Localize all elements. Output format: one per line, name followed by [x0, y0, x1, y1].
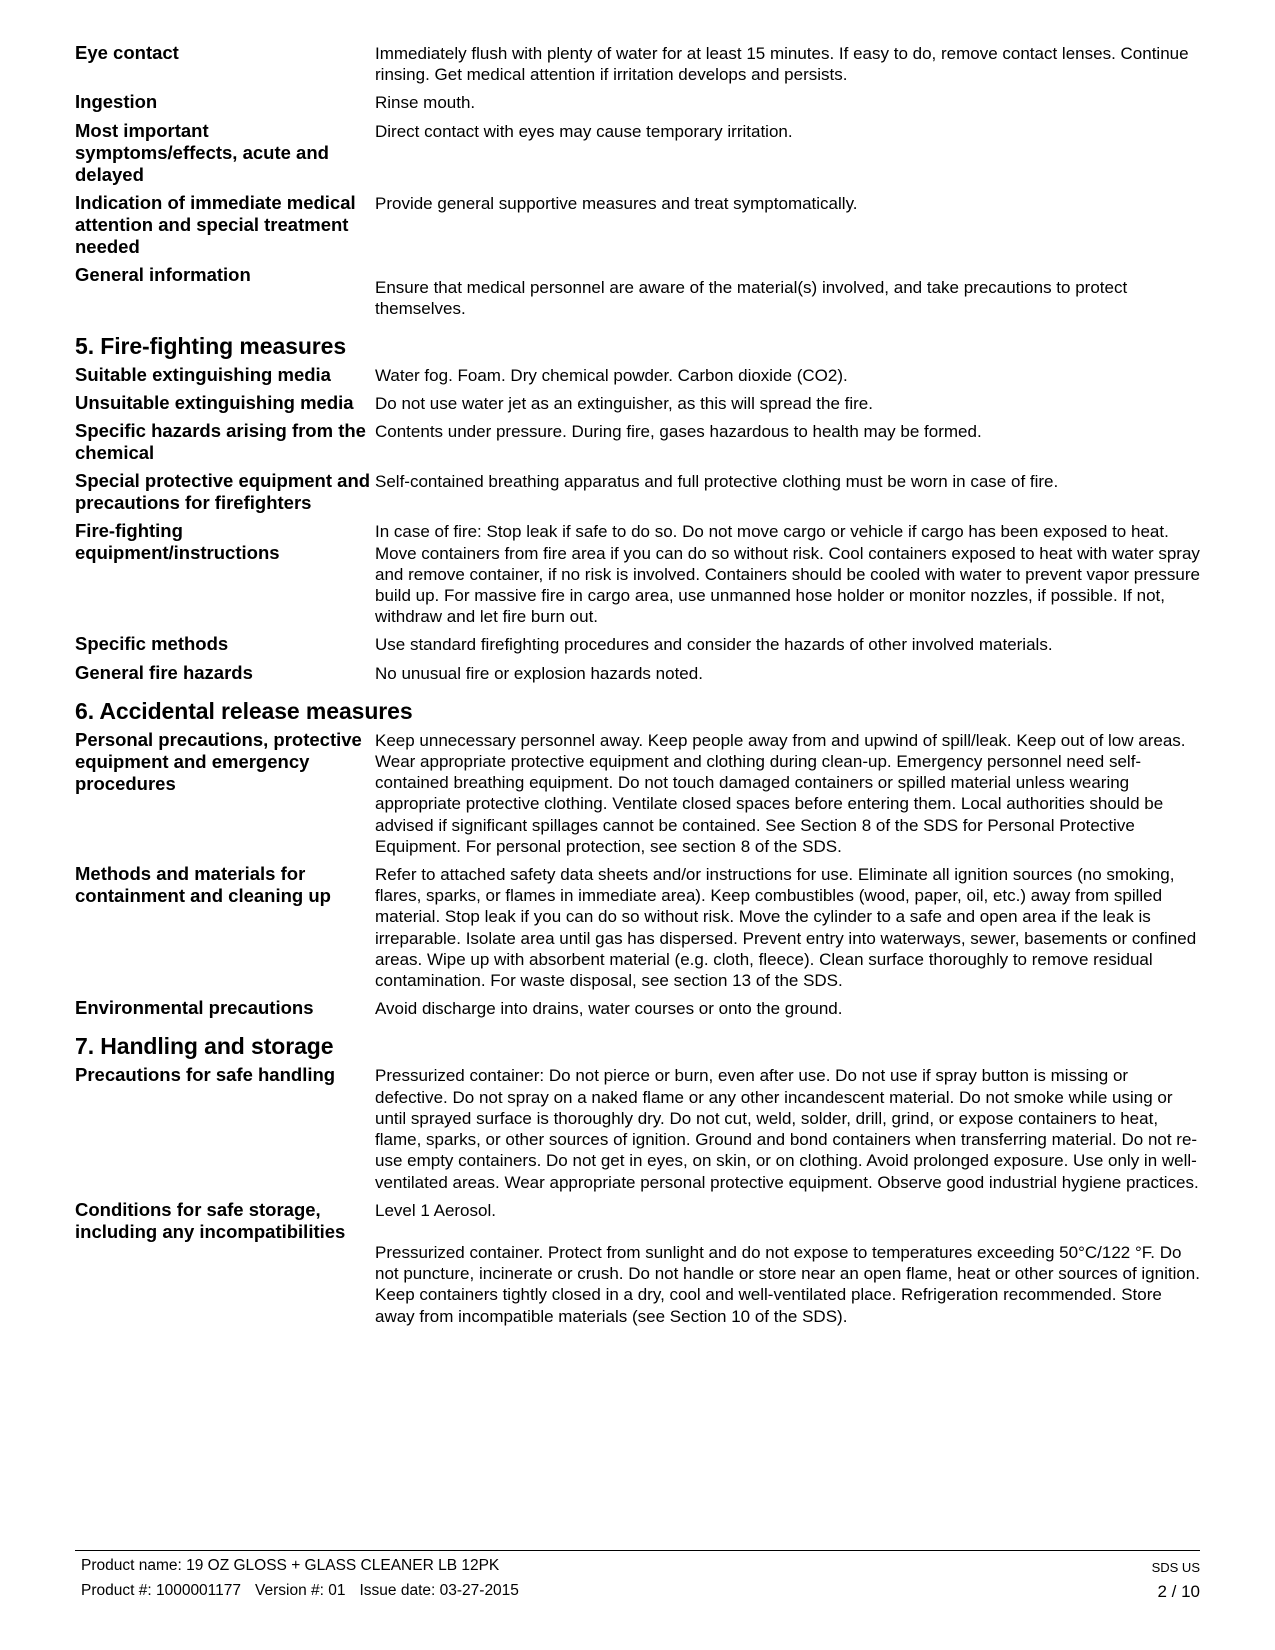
footer-line-1 — [75, 1557, 1200, 1577]
section-fire-fighting — [75, 332, 1200, 684]
row-value: Self-contained breathing apparatus and full protective clothing must be worn in case of fire. — [375, 472, 1059, 492]
fire-row-suitable-media — [75, 364, 1200, 386]
footer-line-2 — [75, 1582, 1200, 1602]
row-label: General information — [75, 263, 251, 285]
first-aid-row-ingestion — [75, 91, 1200, 113]
row-value: Contents under pressure. During fire, gases hazardous to health may be formed. — [375, 422, 982, 442]
section-handling-storage — [75, 1032, 1200, 1326]
row-label: Methods and materials for containment and cleaning up — [75, 863, 331, 907]
row-value: Keep unnecessary personnel away. Keep people away from and upwind of spill/leak. Keep out of low areas. Wear appropriate protective equipment and clothing during clean-up. Emergency personnel need self-contained breathing equipment. Do not touch damaged containers or spilled material unless wearing appropriate protective clothing. Ventilate closed spaces before entering them. Local authorities should be advised if significant spillages cannot be contained. See Section 8 of the SDS for Personal Protective Equipment. For personal protection, see section 8 of the SDS. — [375, 730, 1186, 856]
row-value: Water fog. Foam. Dry chemical powder. Carbon dioxide (CO2). — [375, 366, 848, 386]
row-label: Eye contact — [75, 42, 179, 63]
row-label: Personal precautions, protective equipment and emergency procedures — [75, 728, 362, 794]
row-label: Specific hazards arising from the chemical — [75, 420, 366, 464]
row-value-group — [375, 1199, 1200, 1327]
section-title: 5. Fire-fighting measures — [75, 333, 347, 360]
row-value: No unusual fire or explosion hazards noted. — [375, 663, 703, 683]
product-meta — [75, 1582, 519, 1602]
row-value: Provide general supportive measures and treat symptomatically. — [375, 193, 858, 213]
row-label: Fire-fighting equipment/instructions — [75, 520, 280, 564]
row-value: Rinse mouth. — [375, 93, 476, 113]
row-value: In case of fire: Stop leak if safe to do so. Do not move cargo or vehicle if cargo has been exposed to heat. Move containers from fire area if you can do so without risk. Cool containers exposed to heat with water spray and remove container, if no risk is involved. Containers should be cooled with water to prevent vapor pressure build up. For massive fire in cargo area, use unmanned hose holder or monitor nozzles, if possible. If not, withdraw and let fire burn out. — [375, 522, 1200, 627]
product-number: Product #: 1000001177 — [81, 1582, 242, 1599]
first-aid-row-general-information — [75, 264, 1200, 319]
product-name: Product name: 19 OZ GLOSS + GLASS CLEANER LB 12PK — [81, 1557, 500, 1574]
row-value: Ensure that medical personnel are aware of the material(s) involved, and take precautions to protect themselves. — [375, 277, 1128, 318]
row-label: Special protective equipment and precautions for firefighters — [75, 470, 371, 514]
release-row-personal-precautions — [75, 729, 1200, 857]
fire-row-equipment-instructions — [75, 520, 1200, 627]
storage-conditions: Pressurized container. Protect from sunlight and do not expose to temperatures exceeding 50°C/122 °F. Do not puncture, incinerate or crush. Do not handle or store near an open flame, heat or other sources of ignition. Keep containers tightly closed in a dry, cool and well-ventilated place. Refrigeration recommended. Store away from incompatible materials (see Section 10 of the SDS). — [375, 1242, 1200, 1326]
row-label: Specific methods — [75, 633, 229, 655]
fire-row-protective-equipment — [75, 470, 1200, 514]
handling-row-safe-storage — [75, 1199, 1200, 1327]
fire-row-general-hazards — [75, 662, 1200, 684]
row-label: Indication of immediate medical attention and special treatment needed — [75, 191, 356, 257]
sds-tag: SDS US — [1151, 1560, 1200, 1575]
row-label: Environmental precautions — [75, 997, 314, 1019]
release-row-containment — [75, 863, 1200, 991]
row-value: Immediately flush with plenty of water for at least 15 minutes. If easy to do, remove contact lenses. Continue rinsing. Get medical attention if irritation develops and persists. — [375, 44, 1189, 85]
row-value: Use standard firefighting procedures and consider the hazards of other involved materials. — [375, 635, 1053, 655]
fire-row-specific-methods — [75, 633, 1200, 655]
section-title: 7. Handling and storage — [75, 1033, 334, 1060]
page-footer — [75, 1550, 1200, 1602]
row-label: Suitable extinguishing media — [75, 364, 331, 386]
issue-date: Issue date: 03-27-2015 — [359, 1582, 519, 1599]
row-value: Refer to attached safety data sheets and/or instructions for use. Eliminate all ignition sources (no smoking, flares, sparks, or flames in immediate area). Keep combustibles (wood, paper, oil, etc.) away from spilled material. Stop leak if you can do so without risk. Move the cylinder to a safe and open area if the leak is irreparable. Isolate area until gas has dispersed. Prevent entry into waterways, sewer, basements or confined areas. Wipe up with absorbent material (e.g. cloth, fleece). Clean surface thoroughly to remove residual contamination. For waste disposal, see section 13 of the SDS. — [375, 865, 1197, 991]
fire-row-unsuitable-media — [75, 392, 1200, 414]
version-number: Version #: 01 — [255, 1582, 346, 1599]
row-label: Conditions for safe storage, including any incompatibilities — [75, 1198, 346, 1242]
document-body — [75, 42, 1200, 1333]
row-value: Do not use water jet as an extinguisher, as this will spread the fire. — [375, 394, 873, 414]
page-number: 2 / 10 — [1157, 1582, 1200, 1601]
row-label: General fire hazards — [75, 661, 253, 683]
handling-row-safe-handling — [75, 1064, 1200, 1192]
release-row-environmental — [75, 997, 1200, 1019]
first-aid-row-symptoms — [75, 120, 1200, 186]
row-value: Pressurized container: Do not pierce or burn, even after use. Do not use if spray button is missing or defective. Do not spray on a naked flame or any other incandescent material. Do not smoke while using or until sprayed surface is thoroughly dry. Do not cut, weld, solder, drill, grind, or expose containers to heat, flame, sparks, or other sources of ignition. Ground and bond containers when transferring material. Do not re-use empty containers. Do not get in eyes, on skin, or on clothing. Avoid prolonged exposure. Use only in well-ventilated areas. Wear appropriate personal protective equipment. Observe good industrial hygiene practices. — [375, 1066, 1199, 1192]
first-aid-row-eye-contact — [75, 42, 1200, 85]
section-accidental-release — [75, 697, 1200, 1020]
first-aid-section — [75, 42, 1200, 319]
fire-row-specific-hazards — [75, 420, 1200, 464]
first-aid-row-medical-attention — [75, 192, 1200, 258]
storage-aerosol-level: Level 1 Aerosol. — [375, 1200, 496, 1220]
row-value: Avoid discharge into drains, water courses or onto the ground. — [375, 999, 843, 1019]
row-label: Precautions for safe handling — [75, 1064, 336, 1086]
row-label: Most important symptoms/effects, acute and delayed — [75, 119, 329, 185]
row-label: Ingestion — [75, 91, 158, 113]
row-label: Unsuitable extinguishing media — [75, 392, 354, 414]
row-value: Direct contact with eyes may cause temporary irritation. — [375, 121, 793, 141]
section-title: 6. Accidental release measures — [75, 697, 413, 724]
